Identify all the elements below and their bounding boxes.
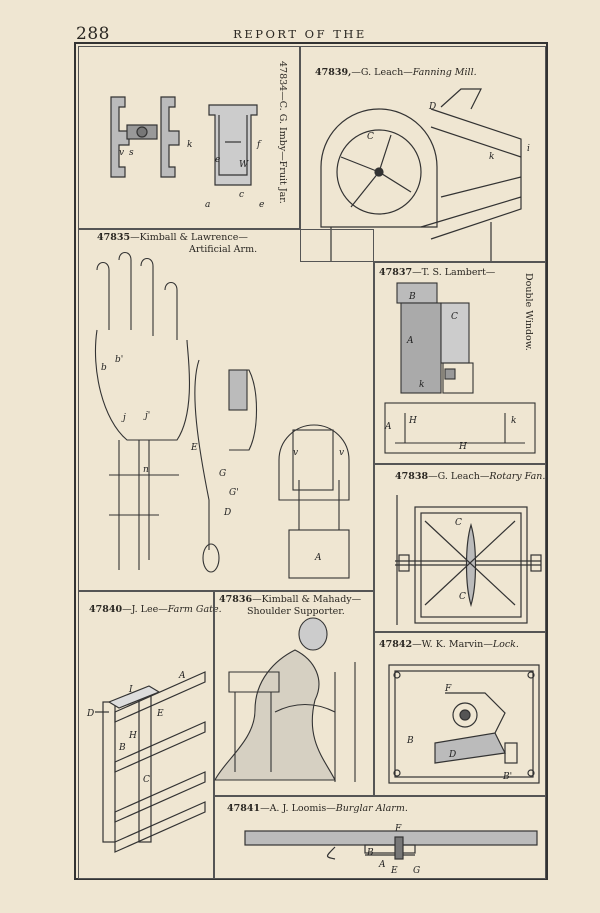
- svg-text:G: G: [219, 469, 227, 479]
- caption-shoulder-supporter-title: Shoulder Supporter.: [247, 606, 345, 617]
- svg-text:C: C: [367, 132, 374, 142]
- svg-text:E: E: [391, 866, 398, 876]
- svg-text:k: k: [187, 140, 193, 150]
- svg-text:D: D: [224, 508, 232, 518]
- caption-burglar-alarm: 47841—A. J. Loomis—Burglar Alarm.: [227, 803, 408, 814]
- caption-double-window: 47837—T. S. Lambert—: [379, 267, 496, 278]
- farm-gate-illustration: [79, 592, 215, 880]
- panel-burglar-alarm: [214, 796, 546, 879]
- svg-text:v: v: [293, 448, 299, 458]
- svg-text:I: I: [129, 685, 133, 695]
- svg-text:F: F: [445, 684, 452, 694]
- svg-text:A: A: [379, 860, 386, 870]
- caption-fruit-jar: 47834—C. G. Imby—Fruit Jar.: [277, 61, 288, 204]
- svg-text:k: k: [489, 152, 495, 162]
- caption-lock: 47842—W. K. Marvin—Lock.: [379, 639, 519, 650]
- double-window-illustration: [375, 263, 547, 465]
- fruit-jar-illustration: [79, 47, 301, 230]
- shoulder-supporter-illustration: [215, 592, 375, 797]
- svg-text:a: a: [205, 200, 211, 210]
- svg-text:B: B: [119, 743, 126, 753]
- panel-double-window: [374, 262, 546, 464]
- svg-text:C: C: [451, 312, 458, 322]
- svg-text:A: A: [315, 553, 322, 563]
- svg-text:G: G: [413, 866, 421, 876]
- svg-text:A: A: [407, 336, 414, 346]
- svg-text:H: H: [409, 416, 417, 426]
- svg-text:G': G': [229, 488, 239, 498]
- svg-text:B: B: [409, 292, 416, 302]
- svg-text:W: W: [239, 160, 249, 170]
- svg-text:e: e: [215, 155, 221, 165]
- caption-fanning-mill: 47839,—G. Leach—Fanning Mill.: [315, 67, 477, 78]
- svg-text:f: f: [257, 140, 261, 150]
- svg-text:E: E: [191, 443, 198, 453]
- caption-artificial-arm: 47835—Kimball & Lawrence—: [97, 232, 248, 243]
- svg-text:e: e: [259, 200, 265, 210]
- svg-text:E: E: [157, 709, 164, 719]
- panel-rotary-fan: [374, 464, 546, 632]
- svg-text:v: v: [339, 448, 345, 458]
- svg-text:D: D: [429, 102, 437, 112]
- svg-text:A: A: [385, 422, 392, 432]
- caption-artificial-arm-title: Artificial Arm.: [189, 244, 258, 255]
- running-head: REPORT OF THE: [233, 27, 367, 41]
- svg-text:k: k: [511, 416, 517, 426]
- svg-text:b: b: [101, 363, 107, 373]
- caption-double-window-title: Double Window.: [523, 273, 534, 351]
- svg-text:D: D: [87, 709, 95, 719]
- svg-text:F: F: [395, 824, 402, 834]
- burglar-alarm-illustration: [215, 797, 547, 880]
- svg-text:B': B': [503, 772, 513, 782]
- caption-shoulder-supporter: 47836—Kimball & Mahady—: [219, 594, 362, 605]
- panel-shoulder-supporter: [214, 591, 374, 796]
- lock-illustration: [375, 633, 547, 797]
- svg-text:j': j': [145, 411, 151, 421]
- artificial-arm-illustration: [79, 230, 375, 592]
- svg-text:j: j: [123, 413, 126, 423]
- rotary-fan-illustration: [375, 465, 547, 633]
- svg-text:v: v: [119, 148, 125, 158]
- svg-text:s: s: [129, 148, 134, 158]
- svg-text:H: H: [129, 731, 137, 741]
- page-number: 288: [76, 24, 110, 44]
- svg-text:B: B: [407, 736, 414, 746]
- svg-text:B: B: [367, 848, 374, 858]
- svg-text:A: A: [179, 671, 186, 681]
- svg-text:b': b': [115, 355, 124, 365]
- panel-fruit-jar: [78, 46, 300, 229]
- panel-artificial-arm: [78, 229, 374, 591]
- svg-text:C: C: [459, 592, 466, 602]
- svg-text:n: n: [143, 465, 149, 475]
- svg-text:H: H: [459, 442, 467, 452]
- caption-rotary-fan: 47838—G. Leach—Rotary Fan.: [395, 471, 546, 482]
- panel-farm-gate: [78, 591, 222, 879]
- svg-text:C: C: [455, 518, 462, 528]
- plate-frame: [74, 42, 548, 880]
- svg-text:c: c: [239, 190, 245, 200]
- svg-text:D: D: [449, 750, 457, 760]
- svg-text:C: C: [143, 775, 150, 785]
- svg-text:i: i: [527, 144, 530, 154]
- panel-lock: [374, 632, 546, 796]
- svg-text:k: k: [419, 380, 425, 390]
- caption-farm-gate: 47840—J. Lee—Farm Gate.: [89, 604, 222, 615]
